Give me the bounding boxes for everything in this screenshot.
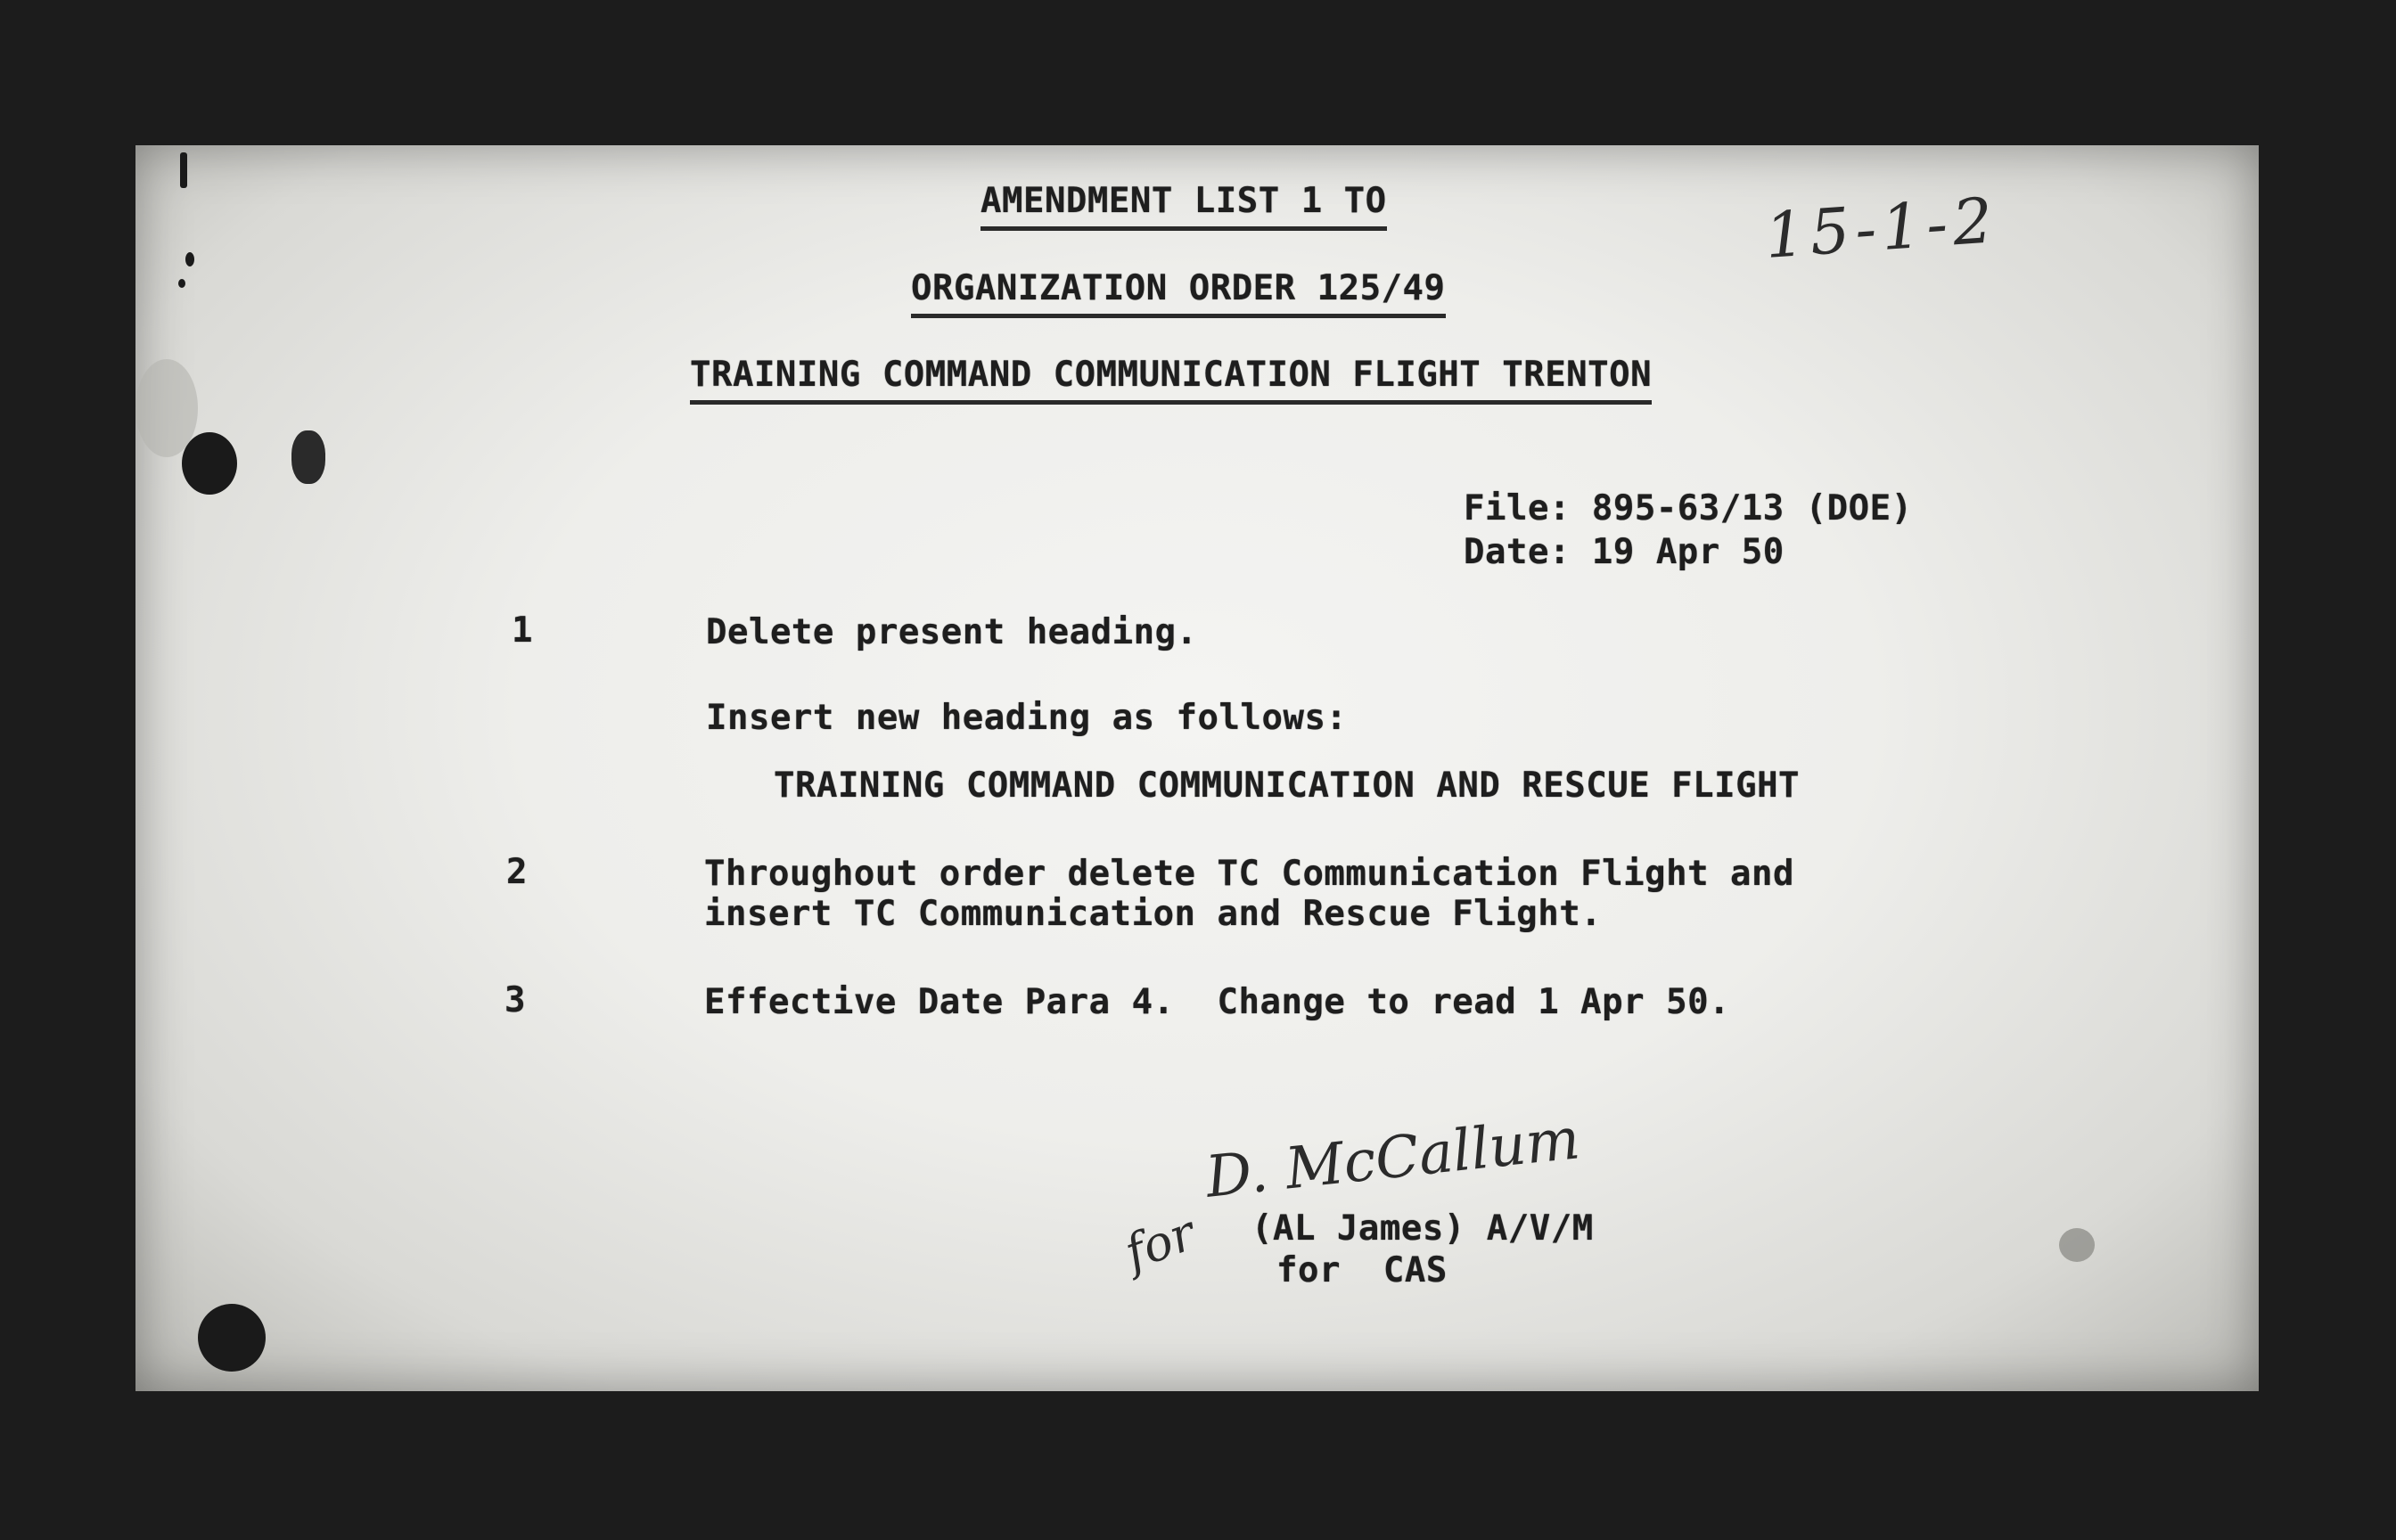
handwritten-signature: D. McCallum	[1202, 1106, 1583, 1211]
document-subtitle: ORGANIZATION ORDER 125/49	[911, 268, 1446, 318]
paper-stain-left	[135, 359, 198, 457]
hole-mark	[291, 430, 325, 484]
paragraph-number-2: 2	[506, 852, 528, 892]
punch-hole-left-top	[182, 432, 237, 495]
signatory-role: for CAS	[1276, 1250, 1448, 1290]
signature-prefix: for	[1117, 1204, 1202, 1282]
paragraph-2-line-2: insert TC Communication and Rescue Flight.	[704, 894, 1603, 934]
edge-speck-2	[185, 252, 194, 266]
paragraph-1-line-2: Insert new heading as follows:	[706, 698, 1348, 738]
signatory-name: (AL James) A/V/M	[1251, 1208, 1594, 1249]
paragraph-number-3: 3	[505, 980, 526, 1020]
unit-heading: TRAINING COMMAND COMMUNICATION FLIGHT TRENTON	[690, 355, 1652, 405]
edge-speck-1	[180, 152, 187, 188]
edge-speck-3	[178, 279, 185, 288]
punch-hole-left-bottom	[198, 1304, 266, 1372]
paragraph-number-1: 1	[512, 610, 533, 651]
paragraph-3-line-1: Effective Date Para 4. Change to read 1 Apr 50.	[704, 982, 1731, 1022]
paragraph-1-line-1: Delete present heading.	[706, 612, 1198, 652]
file-reference: File: 895-63/13 (DOE)	[1464, 488, 1913, 528]
document-date: Date: 19 Apr 50	[1464, 532, 1785, 572]
document-title: AMENDMENT LIST 1 TO	[981, 181, 1387, 231]
paragraph-2-line-1: Throughout order delete TC Communication Flight and	[704, 854, 1794, 894]
paragraph-1-new-heading: TRAINING COMMAND COMMUNICATION AND RESCUE FLIGHT	[774, 766, 1801, 806]
handwritten-reference: 15-1-2	[1762, 183, 2000, 274]
paper-stain-right	[2059, 1228, 2095, 1262]
document-page	[135, 145, 2259, 1391]
